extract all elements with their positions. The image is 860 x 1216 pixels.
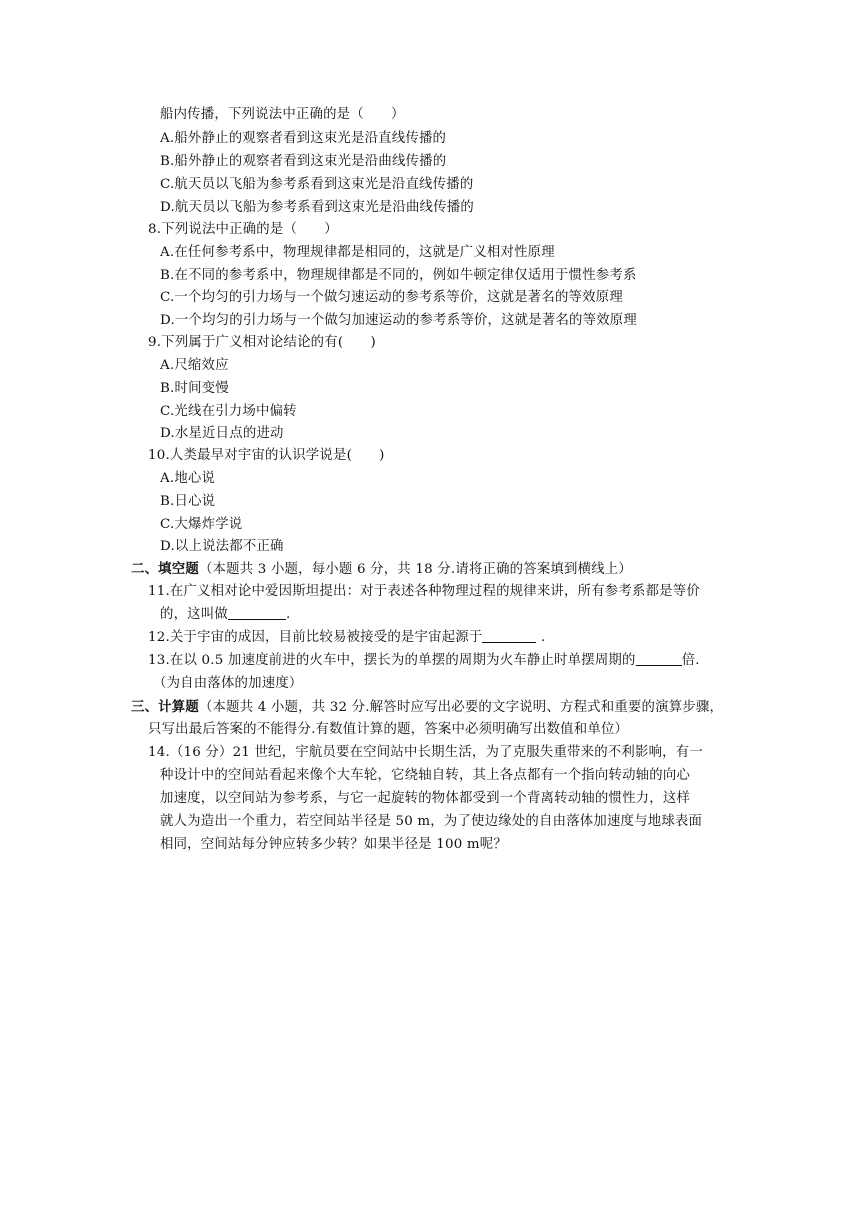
q9-option-d: D.水星近日点的进动 [160, 426, 284, 441]
q7-option-b: B.船外静止的观察者看到这束光是沿曲线传播的 [160, 154, 447, 169]
q14-line-1: 14.（16 分）21 世纪，宇航员要在空间站中长期生活，为了克服失重带来的不利影响，有一 [148, 745, 703, 760]
q13-answer-blank[interactable] [636, 651, 682, 666]
q14-line-2: 种设计中的空间站看起来像个大车轮，它绕轴自转，其上各点都有一个指向转动轴的向心 [160, 768, 691, 783]
section-3-heading: 三、计算题 [131, 699, 199, 715]
q7-option-c: C.航天员以飞船为参考系看到这束光是沿直线传播的 [160, 177, 474, 192]
q10-option-b: B.日心说 [160, 494, 216, 509]
q8-option-a: A.在任何参考系中，物理规律都是相同的，这就是广义相对性原理 [160, 245, 555, 260]
q7-stem-continuation: 船内传播，下列说法中正确的是（ ） [160, 107, 405, 122]
section-3-description-line-2: 只写出最后答案的不能得分.有数值计算的题，答案中必须明确写出数值和单位） [148, 722, 629, 737]
q11-line-2 [160, 604, 290, 626]
q7-option-d: D.航天员以飞船为参考系看到这束光是沿曲线传播的 [160, 200, 474, 215]
q13-line-2: （为自由落体的加速度） [153, 676, 303, 691]
q9-option-a: A.尺缩效应 [160, 358, 229, 373]
q12-end: . [536, 630, 546, 645]
q9-option-b: B.时间变慢 [160, 381, 229, 396]
section-2-heading: 二、填空题 [131, 561, 199, 577]
section-2-header [131, 558, 632, 581]
section-3-description: （本题共 4 小题，共 32 分.解答时应写出必要的文字说明、方程式和重要的演算步骤， [198, 700, 724, 715]
q8-option-b: B.在不同的参考系中，物理规律都是不同的，例如牛顿定律仅适用于惯性参考系 [160, 268, 637, 283]
q7-option-a: A.船外静止的观察者看到这束光是沿直线传播的 [160, 131, 447, 146]
q14-line-5: 相同，空间站每分钟应转多少转？如果半径是 100 m呢？ [160, 837, 507, 852]
q9-stem: 9.下列属于广义相对论结论的有( ) [148, 335, 376, 350]
q13-text: 13.在以 0.5 加速度前进的火车中，摆长为的单摆的周期为火车静止时单摆周期的 [148, 653, 636, 668]
q12-line [148, 627, 545, 649]
q10-option-a: A.地心说 [160, 471, 216, 486]
q14-line-4: 就人为造出一个重力，若空间站半径是 50 m，为了使边缘处的自由落体加速度与地球表面 [160, 814, 703, 829]
q8-option-d: D.一个均匀的引力场与一个做匀加速运动的参考系等价，这就是著名的等效原理 [160, 313, 637, 328]
q14-line-3: 加速度，以空间站为参考系，与它一起旋转的物体都受到一个背离转动轴的惯性力，这样 [160, 791, 691, 806]
q10-stem: 10.人类最早对宇宙的认识学说是( ) [148, 448, 385, 463]
q10-option-c: C.大爆炸学说 [160, 517, 243, 532]
q11-line-2-end: . [285, 607, 291, 622]
section-3-header [131, 696, 723, 719]
q11-line-2-text: 的，这叫做 [160, 607, 228, 622]
q10-option-d: D.以上说法都不正确 [160, 539, 284, 554]
q8-option-c: C.一个均匀的引力场与一个做匀速运动的参考系等价，这就是著名的等效原理 [160, 290, 623, 305]
q12-answer-blank[interactable] [482, 628, 536, 643]
q11-line-1: 11.在广义相对论中爱因斯坦提出：对于表述各种物理过程的规律来讲，所有参考系都是等价 [148, 584, 700, 599]
q9-option-c: C.光线在引力场中偏转 [160, 404, 297, 419]
q13-line-1 [148, 650, 700, 672]
q8-stem: 8.下列说法中正确的是（ ） [148, 222, 338, 237]
q11-answer-blank[interactable] [228, 605, 286, 620]
section-2-description: （本题共 3 小题，每小题 6 分，共 18 分.请将正确的答案填到横线上） [198, 562, 632, 577]
q13-end: 倍. [681, 653, 700, 668]
q12-text: 12.关于宇宙的成因，目前比较易被接受的是宇宙起源于 [148, 630, 483, 645]
